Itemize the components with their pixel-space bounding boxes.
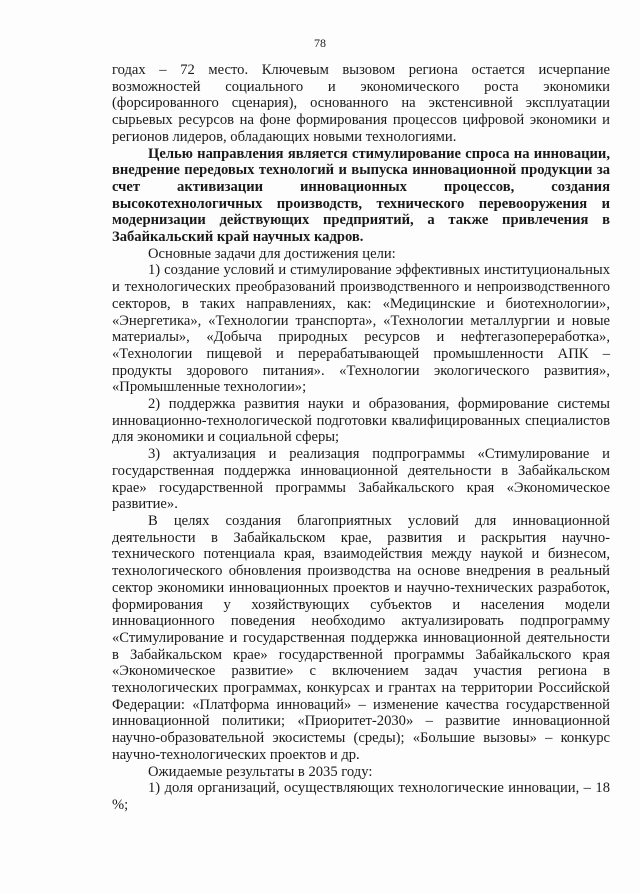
list-item-task-2: 2) поддержка развития науки и образования, формирование системы инновационно-технологической подготовки квалифицированных специалистов для экономики и социальной сферы;	[112, 396, 610, 446]
page-number: 78	[314, 36, 326, 50]
paragraph-tasks-heading: Основные задачи для достижения цели:	[148, 245, 396, 262]
paragraph-goal: Целью направления является стимулирование спроса на инновации, внедрение передовых технологий и выпуска инновационной продукции за счет активизации инновационных процессов, создания высокотехнологичных производств, технического перевооружения и модернизации действующих предприятий, а также привлечения в Забайкальский край научных кадров.	[112, 145, 610, 246]
paragraph-regional-challenge: годах – 72 место. Ключевым вызовом региона остается исчерпание возможностей социального и экономического роста экономики (форсированного сценария), основанного на экстенсивной эксплуатации сырьевых ресурсов на фоне формирования процессов цифровой экономики и регионов лидеров, обладающих новыми технологиями.	[112, 62, 610, 145]
paragraph-expected-results-heading: Ожидаемые результаты в 2035 году:	[148, 763, 373, 780]
list-item-result-1: 1) доля организаций, осуществляющих технологические инновации, – 18 %;	[112, 780, 610, 813]
list-item-task-1: 1) создание условий и стимулирование эффективных институциональных и технологических преобразований производственного и непроизводственного секторов, в таких направлениях, как: «Медицинские и биотехнологии», «Энергетика», «Технологии транспорта», «Технологии металлургии и новые материалы», «Добыча природных ресурсов и нефтегазопереработка», «Технологии пищевой и перерабатывающей промышленности АПК – продукты здорового питания». «Технологии экологического развития», «Промышленные технологии»;	[112, 262, 610, 396]
paragraph-innovation-conditions: В целях создания благоприятных условий для инновационной деятельности в Забайкальском крае, развития и раскрытия научно-технического потенциала края, взаимодействия между наукой и бизнесом, технологического обновления производства на основе внедрения в реальный сектор экономики инновационных проектов и научно-технических разработок, формирования у хозяйствующих субъектов и населения модели инновационного поведения необходимо актуализировать подпрограмму «Стимулирование и государственная поддержка инновационной деятельности в Забайкальском крае» государственной программы Забайкальского края «Экономическое развитие» с включением задач участия региона в технологических программах, конкурсах и грантах на территории Российской Федерации: «Платформа инноваций» – изменение качества государственной инновационной политики; «Приоритет-2030» – развитие инновационной научно-образовательной экосистемы (среды); «Большие вызовы» – конкурс научно-технологических проектов и др.	[112, 512, 610, 763]
page-body	[112, 62, 610, 814]
list-item-task-3: 3) актуализация и реализация подпрограммы «Стимулирование и государственная поддержка инновационной деятельности в Забайкальском крае» государственной программы Забайкальского края «Экономическое развитие».	[112, 446, 610, 513]
